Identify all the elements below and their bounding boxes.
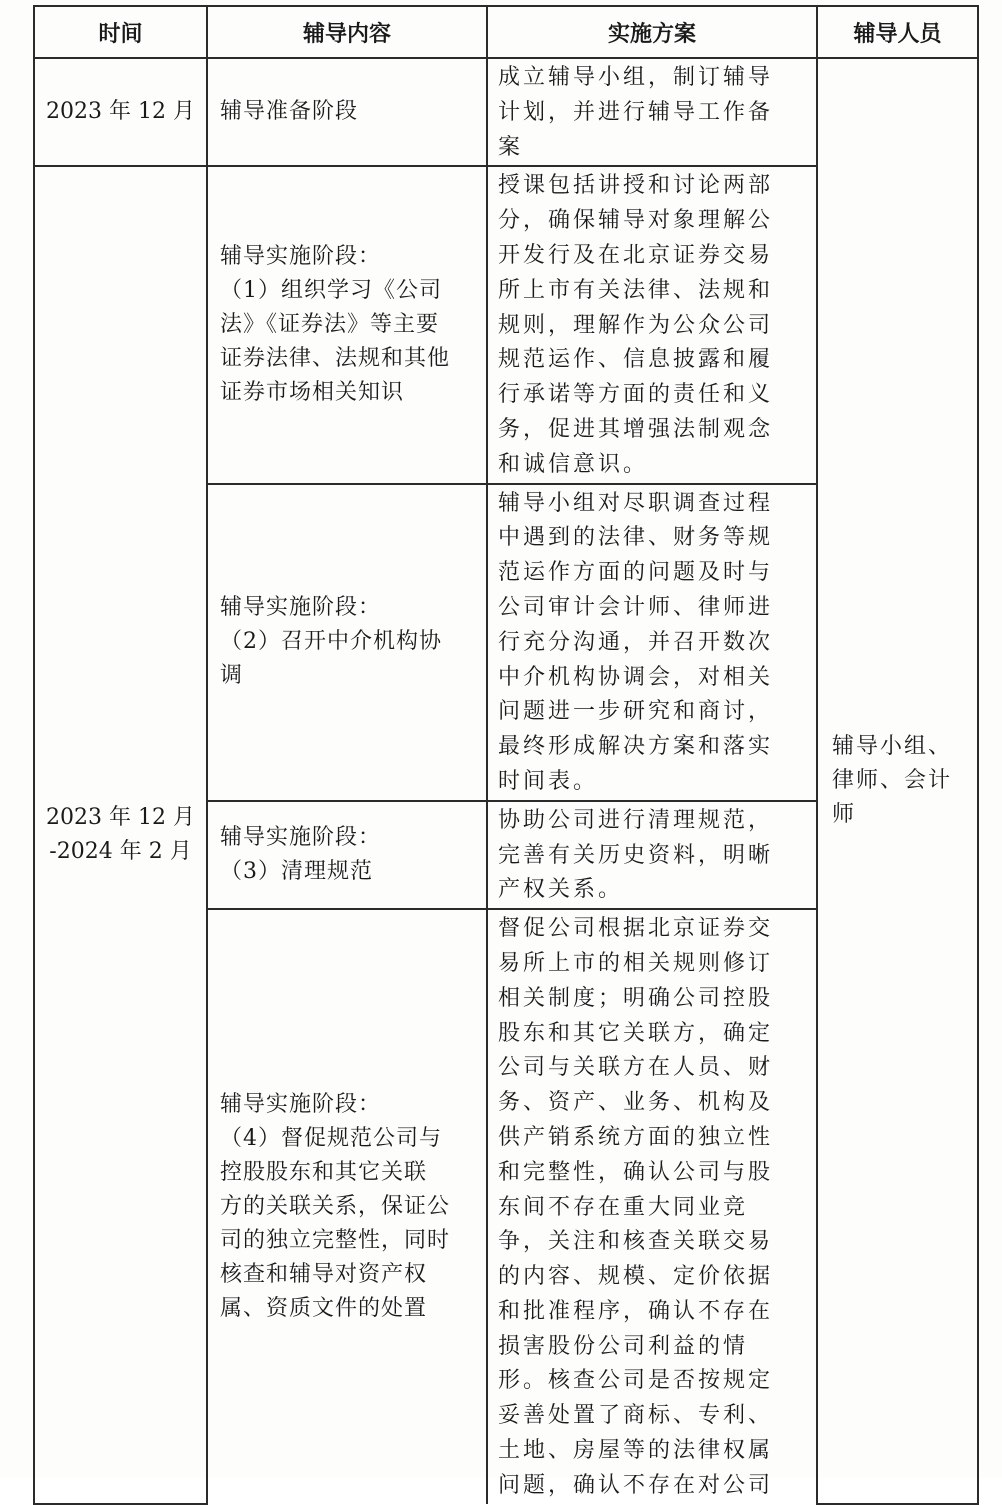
staff-line: 辅导小组、 [832, 733, 953, 759]
tutoring-schedule-table [33, 5, 979, 1505]
content-line: （3）清理规范 [220, 858, 373, 884]
content-cell [207, 909, 487, 1504]
plan-line: 案 [498, 134, 524, 160]
content-line: 辅导实施阶段： [220, 595, 382, 621]
time-text: 2023 年 12 月 [46, 805, 195, 831]
content-line: 司的独立完整性，同时 [220, 1227, 451, 1253]
staff-line: 师 [832, 801, 857, 827]
plan-line: 务，促进其增强法制观念 [498, 416, 774, 442]
plan-line: 完善有关历史资料，明晰 [498, 842, 774, 868]
content-line: （2）召开中介机构协 [220, 629, 442, 655]
plan-line: 辅导小组对尽职调查过程 [498, 490, 774, 516]
plan-line: 股东和其它关联方，确定 [498, 1020, 774, 1046]
plan-line: 相关制度；明确公司控股 [498, 985, 774, 1011]
plan-line: 所上市有关法律、法规和 [498, 277, 774, 303]
content-line: 辅导实施阶段： [220, 1091, 382, 1117]
content-line: 证券市场相关知识 [220, 379, 405, 405]
plan-line: 易所上市的相关规则修订 [498, 950, 774, 976]
content-line: 属、资质文件的处置 [220, 1295, 428, 1321]
table-header-row [34, 6, 978, 58]
header-content: 辅导内容 [207, 6, 487, 58]
plan-line: 和完整性，确认公司与股 [498, 1159, 774, 1185]
time-text: -2024 年 2 月 [49, 839, 192, 865]
content-cell [207, 801, 487, 909]
plan-cell [487, 58, 817, 166]
content-line: （4）督促规范公司与 [220, 1125, 442, 1151]
plan-line: 问题进一步研究和商讨， [498, 699, 774, 725]
plan-line: 开发行及在北京证券交易 [498, 242, 774, 268]
time-cell [34, 58, 207, 166]
header-staff: 辅导人员 [817, 6, 978, 58]
plan-line: 妥善处置了商标、专利、 [498, 1403, 774, 1429]
plan-line: 最终形成解决方案和落实 [498, 734, 774, 760]
time-cell [34, 166, 207, 1503]
plan-line: 时间表。 [498, 768, 599, 794]
table-row [34, 58, 978, 166]
plan-line: 和批准程序，确认不存在 [498, 1298, 774, 1324]
plan-line: 损害股份公司利益的情 [498, 1333, 749, 1359]
content-cell [207, 484, 487, 801]
header-time: 时间 [34, 6, 207, 58]
content-line: 辅导实施阶段： [220, 243, 382, 269]
plan-line: 授课包括讲授和讨论两部 [498, 173, 774, 199]
plan-line: 供产销系统方面的独立性 [498, 1124, 774, 1150]
staff-cell [817, 58, 978, 1504]
content-cell [207, 58, 487, 166]
plan-line: 务、资产、业务、机构及 [498, 1090, 774, 1116]
plan-line: 土地、房屋等的法律权属 [498, 1438, 774, 1464]
plan-line: 行承诺等方面的责任和义 [498, 382, 774, 408]
content-line: 证券法律、法规和其他 [220, 345, 451, 371]
plan-cell [487, 909, 817, 1504]
plan-line: 规则，理解作为公众公司 [498, 312, 774, 338]
content-cell [207, 166, 487, 483]
plan-line: 分，确保辅导对象理解公 [498, 208, 774, 234]
plan-line: 争，关注和核查关联交易 [498, 1229, 774, 1255]
plan-line: 规范运作、信息披露和履 [498, 347, 774, 373]
plan-line: 产权关系。 [498, 877, 624, 903]
plan-line: 中介机构协调会，对相关 [498, 664, 774, 690]
plan-line: 计划，并进行辅导工作备 [498, 99, 774, 125]
plan-line: 公司审计会计师、律师进 [498, 594, 774, 620]
plan-cell [487, 166, 817, 483]
content-line: 辅导准备阶段 [220, 99, 359, 125]
plan-cell [487, 484, 817, 801]
plan-cell [487, 801, 817, 909]
content-line: 控股股东和其它关联 [220, 1159, 428, 1185]
plan-line: 成立辅导小组，制订辅导 [498, 65, 774, 90]
plan-line: 的内容、规模、定价依据 [498, 1264, 774, 1290]
content-line: 辅导实施阶段： [220, 824, 382, 850]
plan-line: 形。核查公司是否按规定 [498, 1368, 774, 1394]
header-plan: 实施方案 [487, 6, 817, 58]
content-line: 方的关联关系，保证公 [220, 1193, 451, 1219]
plan-line: 督促公司根据北京证券交 [498, 916, 774, 942]
plan-line: 范运作方面的问题及时与 [498, 560, 774, 586]
content-line: 核查和辅导对资产权 [220, 1261, 428, 1287]
plan-line: 行充分沟通，并召开数次 [498, 629, 774, 655]
content-line: （1）组织学习《公司 [220, 277, 442, 303]
plan-line: 和诚信意识。 [498, 451, 649, 477]
content-line: 法》《证券法》等主要 [220, 311, 440, 337]
plan-line: 公司与关联方在人员、财 [498, 1055, 774, 1081]
plan-line: 问题，确认不存在对公司 [498, 1472, 774, 1498]
content-line: 调 [220, 663, 244, 689]
plan-line: 东间不存在重大同业竞 [498, 1194, 749, 1220]
plan-line: 中遇到的法律、财务等规 [498, 525, 774, 551]
plan-line: 协助公司进行清理规范， [498, 807, 774, 833]
staff-line: 律师、会计 [832, 767, 953, 793]
time-text: 2023 年 12 月 [46, 99, 195, 125]
